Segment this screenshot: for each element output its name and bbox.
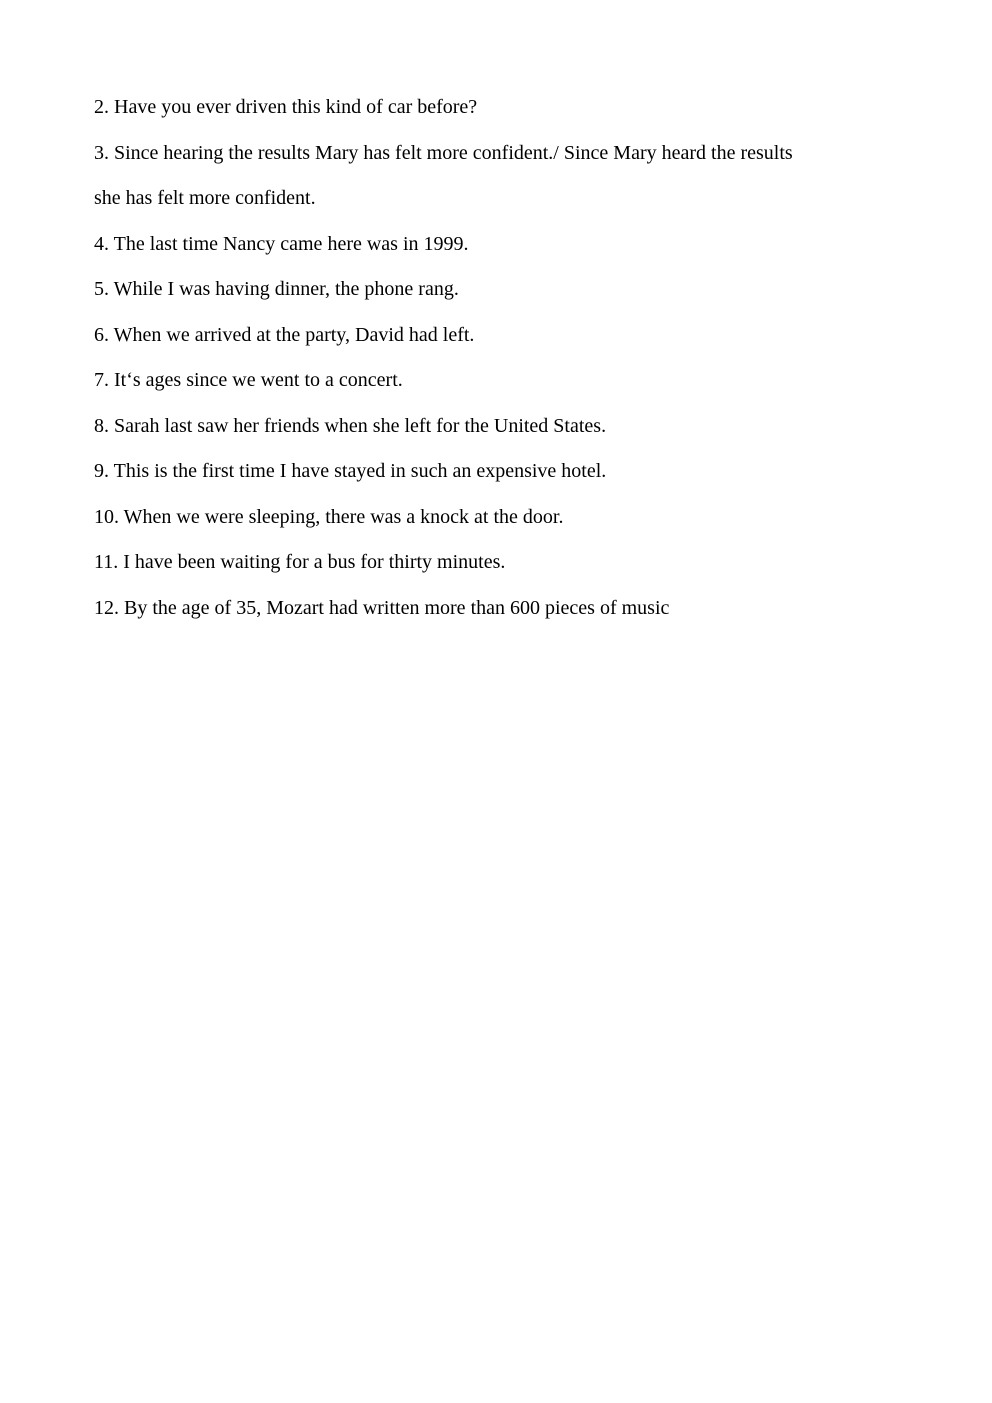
document-line: 8. Sarah last saw her friends when she left for the United States. xyxy=(94,414,607,437)
document-line: 4. The last time Nancy came here was in 1999. xyxy=(94,232,469,255)
document-line: 12. By the age of 35, Mozart had written more than 600 pieces of music xyxy=(94,596,670,619)
document-line: 6. When we arrived at the party, David had left. xyxy=(94,323,475,346)
document-line: 9. This is the first time I have stayed in such an expensive hotel. xyxy=(94,460,607,482)
document-line: 5. While I was having dinner, the phone rang. xyxy=(94,278,459,300)
document-line: 11. I have been waiting for a bus for thirty minutes. xyxy=(94,551,506,573)
document-line: 3. Since hearing the results Mary has felt more confident./ Since Mary heard the results xyxy=(94,141,793,164)
document-line: she has felt more confident. xyxy=(94,187,316,209)
document-line: 10. When we were sleeping, there was a knock at the door. xyxy=(94,505,564,528)
document-body xyxy=(94,85,932,631)
document-line: 7. It‘s ages since we went to a concert. xyxy=(94,369,403,391)
document-line: 2. Have you ever driven this kind of car before? xyxy=(94,96,478,118)
